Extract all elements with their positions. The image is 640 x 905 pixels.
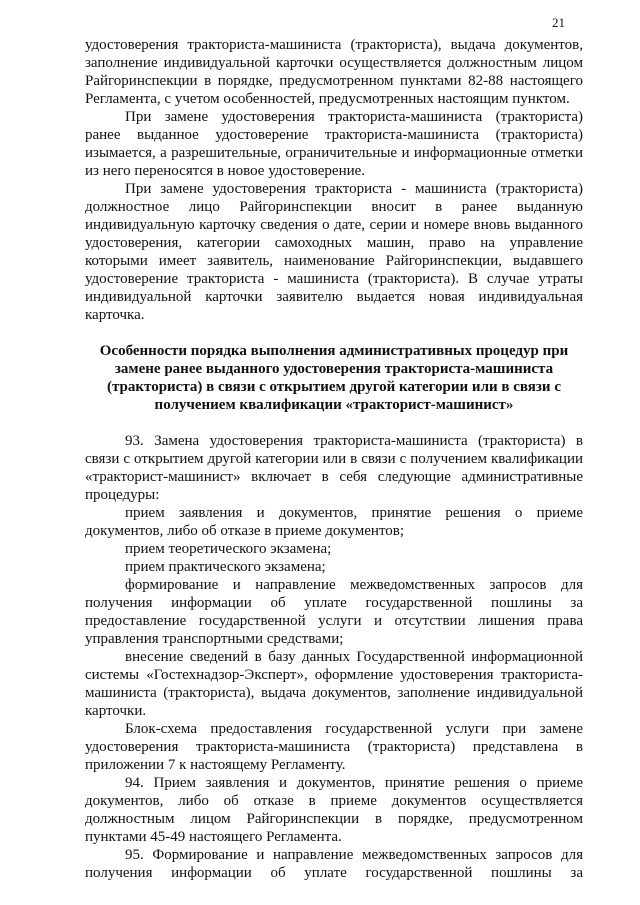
paragraph: При замене удостоверения тракториста - машиниста (тракториста) должностное лицо Райгоринспекции вносит в ранее выданную индивидуальную карточку сведения о дате, серии и номере вновь выданного удостоверения, категории самоходных машин, право на управление которыми имеет заявитель, наименование Райгоринспекции, выдавшего удостоверение тракториста - машиниста (тракториста). В случае утраты индивидуальной карточки заявителю выдается новая индивидуальная карточка. xyxy=(85,181,583,323)
page-number: 21 xyxy=(552,15,565,30)
list-item: внесение сведений в базу данных Государственной информационной системы «Гостехнадзор-Эксперт», оформление удостоверения тракториста-машиниста (тракториста), выдача документов, заполнение индивидуальной карточки. xyxy=(85,649,583,719)
list-item: прием заявления и документов, принятие решения о приеме документов, либо об отказе в приеме документов; xyxy=(85,505,583,539)
paragraph-continuation: удостоверения тракториста-машиниста (тракториста), выдача документов, заполнение индивидуальной карточки осуществляется должностным лицом Райгоринспекции в порядке, предусмотренном пунктами 82-88 настоящего Регламента, с учетом особенностей, предусмотренных настоящим пунктом. xyxy=(85,37,583,107)
list-item: прием практического экзамена; xyxy=(125,559,326,575)
list-item: формирование и направление межведомственных запросов для получения информации об уплате государственной пошлины за предоставление государственной услуги и отсутствии лишения права управления транспортными средствами; xyxy=(85,577,583,647)
section-heading: Особенности порядка выполнения административных процедур при замене ранее выданного удостоверения тракториста-машиниста (тракториста) в связи с открытием другой категории или в связи с получением квалификации «тракторист-машинист» xyxy=(99,343,569,413)
paragraph-item-94: 94. Прием заявления и документов, принятие решения о приеме документов, либо об отказе в приеме документов осуществляется должностным лицом Райгоринспекции в порядке, предусмотренном пунктами 45-49 настоящего Регламента. xyxy=(85,775,583,845)
list-item: прием теоретического экзамена; xyxy=(125,541,332,557)
paragraph: При замене удостоверения тракториста-машиниста (тракториста) ранее выданное удостоверение тракториста-машиниста (тракториста) изымается, а разрешительные, ограничительные и информационные отметки из него переносятся в новое удостоверение. xyxy=(85,109,583,179)
document-body xyxy=(85,36,583,882)
paragraph-item-95: 95. Формирование и направление межведомственных запросов для получения информации об уплате государственной пошлины за xyxy=(85,847,583,881)
paragraph-item-93: 93. Замена удостоверения тракториста-машиниста (тракториста) в связи с открытием другой категории или в связи с получением квалификации «тракторист-машинист» включает в себя следующие административные процедуры: xyxy=(85,433,583,503)
paragraph: Блок-схема предоставления государственной услуги при замене удостоверения тракториста-машиниста (тракториста) представлена в приложении 7 к настоящему Регламенту. xyxy=(85,721,583,773)
